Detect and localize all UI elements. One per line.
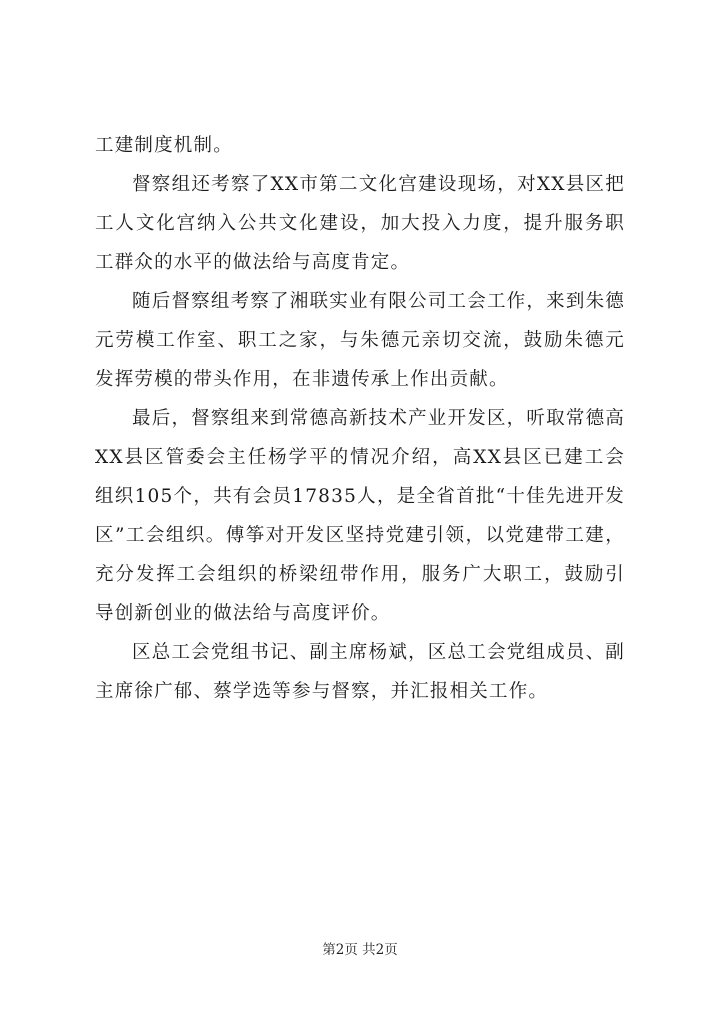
paragraph-3: 随后督察组考察了湘联实业有限公司工会工作，来到朱德元劳模工作室、职工之家，与朱德元亲切交流，鼓励朱德元发挥劳模的带头作用，在非遗传承上作出贡献。	[95, 291, 625, 390]
paragraph-2: 督察组还考察了XX市第二文化宫建设现场，对XX县区把工人文化宫纳入公共文化建设，加大投入力度，提升服务职工群众的水平的做法给与高度肯定。	[95, 174, 625, 273]
paragraph-1: 工建制度机制。	[95, 135, 233, 156]
paragraph-4: 最后，督察组来到常德高新技术产业开发区，听取常德高XX县区管委会主任杨学平的情况介绍，高XX县区已建工会组织105个，共有会员17835人，是全省首批“十佳先进开发区”工会组织。傅筝对开发区坚持党建引领，以党建带工建，充分发挥工会组织的桥梁纽带作用，服务广大职工，鼓励引导创新创业的做法给与高度评价。	[95, 408, 625, 624]
paragraph-5: 区总工会党组书记、副主席杨斌，区总工会党组成员、副主席徐广郁、蔡学选等参与督察，并汇报相关工作。	[95, 642, 625, 702]
page-number-footer: 第2页 共2页	[322, 942, 398, 958]
document-body	[95, 126, 625, 711]
